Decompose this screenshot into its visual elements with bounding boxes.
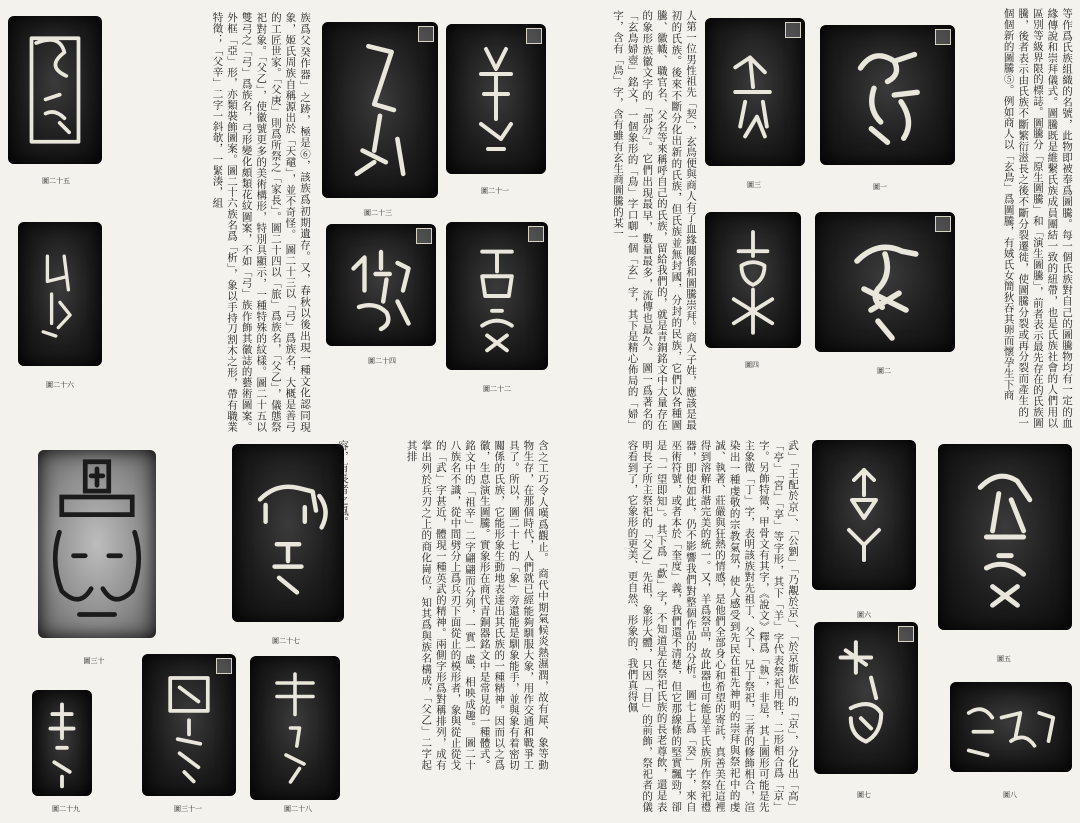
rubbing-fig22: [446, 222, 548, 370]
rubbing-fig8: [950, 682, 1072, 772]
caption-fig1: 圖一: [873, 183, 887, 191]
text-bottom-middle: 含之工巧令人嘆爲觀止。 商代中期氣候炎熱濕潤，故有犀、象等動物生存，在那個時代，人們就已經能夠馴服大象，用作交通和戰爭工具了。所以，圖二十七的「象」旁還能是馴象能手，並與象有着密切關係的氏族，它能形象生動地表達出其氏族的一種精神。因而以之爲徽，生息演生圖騰。實象形在商代青銅器銘文中是常見的一種體式。銘文中的「祖辛」二字翩翩而分列，一實一虛，相映成趣。 圖二十八族名不識，從中間劈分上爲兵刃下面從止的模形者，象與從止從戈的「武」字甚近，體現一種英武的精神。兩側字形爲對稱排列，成有掌出列於兵刃之上的商化崗位，知其爲與族名構成，「父乙」二字起其排: [405, 440, 549, 770]
text-bottom-right: 武」「王配於京」、「公劉」「乃覯於京」、「於京斯依」的「京」，分化出「高」「亭」「宮」「享」等字形，其下「羊」字代表祭祀用牲，二形相合爲「京」字。另飾特徵，甲骨文有其字，《說文》釋爲「執」，非是，其上圖形可能是先主象徵「丁」字，表明該族對先祖丁、父丁、兄丁祭祀，三者的修飾相合，渲染出一種虔敬的宗教氣氛，使人感受到先民在祖先神明的崇拜與祭祀中的虔誠、執著、莊嚴與狂熱的情感，是他們全部身心和希望的寄託，真善美在這裡得到溶解和諧完美的統一。又，羊爲祭品，故此器也可能是羊氏族所作祭祀禮器，即使如此，仍不影響我們對整個作品的分析。 圖七上爲「癸」字，來自巫術符號，或者本於「奎度」義，我們還不清楚，但它那線條的堅實飄勁，卻是「一望即知」。其下爲「歔」字，不知道是在祭祀氏族的長老尊飲，還是表明長子所主祭祀的「父乙」先祖，象形大體，只因「目」的前飾，祭祀者的儀容看到了，它象形的更美、更自然、形象的、我們真得佩: [626, 440, 799, 812]
rubbing-fig30: [38, 450, 156, 638]
text-top-left: 族爲父癸作器」之跡，極是⑥，該族爲初期遺存。又，春秋以後出現一種文化認同現象，姬氏周族自稱源出於「天黿」，並不奇怪。 圖二十三以「弓」爲族名，大概是善弓的工匠世家。「父庚」則爲所祭之「家長」。圖二十四以「旅」爲族名，「父乙」，儀態祭祀對象。「父乙」，使徽號更多的美術構形，特別具顯示，一種特殊的紋樣。圖二十五以雙弓之「弓」爲族名，弓形變化頗類花紋圖案，不如「弓」族作飾其徽誌的藝術圖案。外框「亞」形，亦類裝飾圖案。圖二十六族名爲「析」，象以手持刀割木之形，帶有職業特徵；「父辛」二字一斜欹，一緊湊，組: [211, 12, 311, 432]
caption-fig30: 圖三十: [83, 657, 105, 665]
rubbing-fig3: [705, 18, 805, 166]
caption-fig8: 圖八: [1003, 791, 1017, 799]
rubbing-fig27: [232, 444, 344, 622]
rubbing-fig25: [8, 16, 102, 164]
caption-fig26: 圖二十六: [46, 381, 74, 389]
rubbing-fig21: [446, 24, 546, 174]
caption-fig31: 圖三十一: [174, 805, 202, 813]
rubbing-fig29: [32, 690, 92, 796]
rubbing-fig2: [815, 212, 955, 352]
text-bottom-left: 容，有長者之風。: [337, 440, 349, 528]
rubbing-fig5: [938, 444, 1072, 630]
caption-fig7: 圖七: [857, 791, 871, 799]
rubbing-fig1: [820, 25, 955, 165]
caption-fig3: 圖三: [747, 181, 761, 189]
rubbing-fig26: [18, 222, 102, 366]
caption-fig29: 圖二十九: [52, 805, 80, 813]
caption-fig28: 圖二十八: [284, 805, 312, 813]
caption-fig2: 圖二: [877, 367, 891, 375]
caption-fig4: 圖四: [745, 361, 759, 369]
rubbing-fig28: [250, 656, 340, 800]
rubbing-fig6: [812, 440, 916, 590]
caption-fig6: 圖六: [857, 611, 871, 619]
caption-fig27: 圖二十七: [272, 637, 300, 645]
rubbing-fig4: [705, 212, 801, 348]
caption-fig23: 圖二十三: [364, 209, 392, 217]
caption-fig24: 圖二十四: [368, 357, 396, 365]
rubbing-fig24: [326, 224, 436, 346]
text-top-right: 等作爲氏族組織的名號，此物即被奉爲圖騰。每一個氏族對自己的圖騰物均有一定的血緣傳說和崇拜儀式。圖騰既是維繫氏族成員團結一致的紐帶，也是氏族社會的人們用以區別等級界限的標誌。圖騰分「原生圖騰」和「演生圖騰」，前者表示最先存在的氏族圖騰，後者表示由氏族不斷繁衍滋長之後不斷分裂遷徙，使圖騰分裂或再分裂而產生的一個個新的圖騰⑤。例如商人以「玄鳥」爲圖騰，有娀氏女簡狄吞其卵而懷孕生下商: [1002, 8, 1073, 428]
caption-fig21: 圖二十一: [481, 187, 509, 195]
rubbing-fig23: [322, 22, 438, 198]
caption-fig25: 圖二十五: [42, 177, 70, 185]
text-top-middle: 人第一位男性祖先「契」，玄鳥便與商人有了血緣關係和圖騰崇拜。商人子姓，應該是最初的氏族。後來不斷分化出新的氏族，但氏族並無封國，分封的民族，它們以各種圖騰、徽幟、職官名、父名等來稱呼自己的氏族，留給我們的，就是青銅銘文中大量存在的象形族徽文字的「部分」。它們出現最早，數量最多，流傳也最久。 圖一爲著名的「玄鳥婦壺」銘文，一個象形的「鳥」字口啣一個「玄」字，其下是精心佈局的「婦」字，含有「鳥」字，含有雖有玄生商圖騰的某一: [612, 10, 697, 430]
rubbing-fig31: [142, 654, 236, 796]
caption-fig22: 圖二十二: [483, 385, 511, 393]
rubbing-fig7: [814, 622, 918, 774]
caption-fig5: 圖五: [997, 655, 1011, 663]
